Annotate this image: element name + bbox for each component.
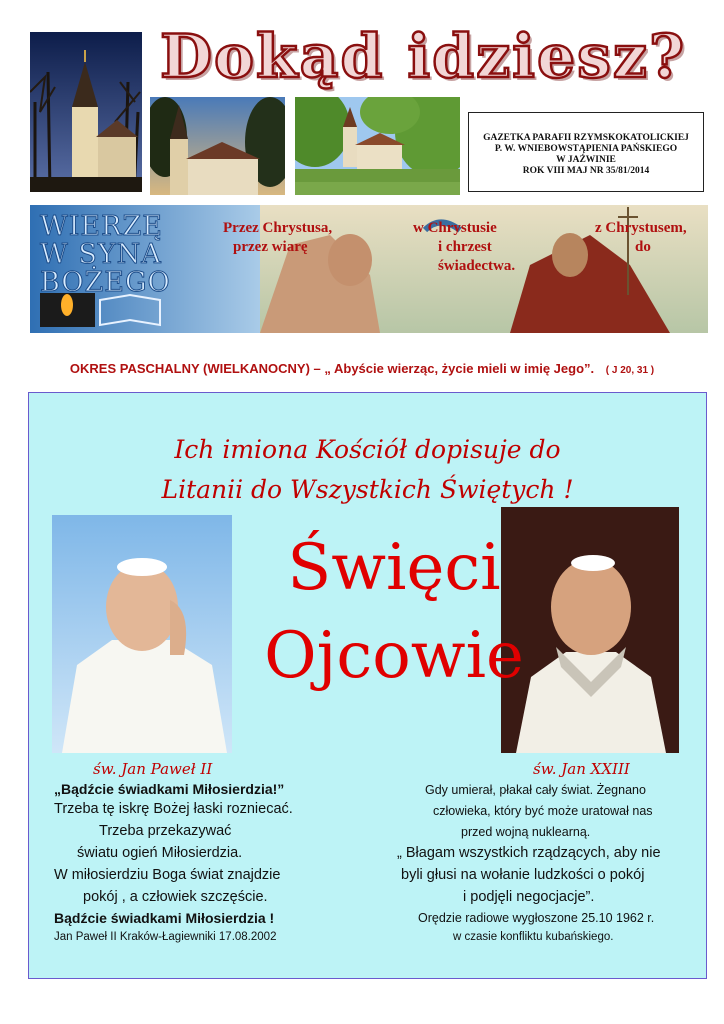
headline-ojcowie: Ojcowie [264, 619, 524, 693]
j23-quote-line: człowieka, który być może uratował nas [433, 804, 653, 818]
j23-quote-source: Orędzie radiowe wygłoszone 25.10 1962 r. [418, 911, 655, 925]
church-photo-sunset [150, 97, 285, 195]
jp2-quote-line: Trzeba tę iskrę Bożej łaski rozniecać. [54, 801, 293, 817]
jp2-quote-source: Jan Paweł II Kraków-Łagiewniki 17.08.2002 [54, 931, 277, 943]
parish-info-box [468, 112, 704, 192]
info-line: GAZETKA PARAFII RZYMSKOKATOLICKIEJ [483, 133, 689, 143]
jp2-quote-line: światu ogień Miłosierdzia. [77, 845, 243, 861]
paschal-text: OKRES PASCHALNY (WIELKANOCNY) – „ Abyście wierząc, życie mieli w imię Jego”. [69, 361, 595, 376]
jp2-quote-line: Bądźcie świadkami Miłosierdzia ! [54, 910, 275, 926]
j23-quote-line: Gdy umierał, płakał cały świat. Żegnano [425, 783, 646, 797]
j23-quote-line: byli głusi na wołanie ludzkości o pokój [401, 867, 645, 883]
jp2-quote-line: Trzeba przekazywać [99, 823, 232, 839]
litany-line-1: Ich imiona Kościół dopisuje do [174, 435, 561, 464]
paschal-quote [0, 361, 724, 376]
logo-line: W SYNA [40, 239, 162, 270]
j23-quote-line: przed wojną nuklearną. [461, 825, 591, 839]
banner-text: do [635, 239, 651, 255]
logo-line: BOŻEGO [40, 267, 171, 298]
banner-text: Przez Chrystusa, [223, 220, 333, 236]
j23-quote-context: w czasie konfliktu kubańskiego. [453, 931, 614, 943]
portrait-john-paul-ii [52, 515, 232, 753]
banner-text: świadectwa. [438, 258, 516, 274]
banner-logo-text [40, 213, 171, 297]
litany-line-2: Litanii do Wszystkich Świętych ! [161, 475, 574, 504]
church-photo-night [30, 32, 142, 192]
jp2-quote-line: „Bądźcie świadkami Miłosierdzia!” [54, 781, 285, 797]
scripture-reference: ( J 20, 31 ) [605, 365, 655, 376]
jp2-quote-line: pokój , a człowiek szczęście. [83, 889, 268, 905]
logo-line: WIERZĘ [40, 211, 163, 242]
banner-text: z Chrystusem, [595, 220, 687, 236]
info-line: ROK VIII MAJ NR 35/81/2014 [522, 166, 650, 176]
headline-swieci: Święci [287, 531, 501, 605]
banner-text: w Chrystusie [413, 220, 497, 236]
info-line: P. W. WNIEBOWSTĄPIENIA PAŃSKIEGO [494, 144, 678, 154]
saints-panel [28, 392, 707, 979]
baptism-banner [30, 205, 708, 333]
jp2-quote-line: W miłosierdziu Boga świat znajdzie [54, 867, 281, 883]
newsletter-title: Dokąd idziesz? [160, 22, 687, 92]
j23-quote-line: „ Błagam wszystkich rządzących, aby nie [397, 845, 661, 861]
j23-quote-line: i podjęli negocjacje”. [463, 889, 595, 905]
caption-john-paul-ii: św. Jan Paweł II [93, 760, 213, 778]
church-photo-trees [295, 97, 460, 195]
info-line: W JAŹWINIE [556, 155, 616, 165]
caption-john-xxiii: św. Jan XXIII [533, 760, 630, 778]
banner-text: przez wiarę [233, 239, 308, 255]
banner-text: i chrzest [438, 239, 492, 255]
